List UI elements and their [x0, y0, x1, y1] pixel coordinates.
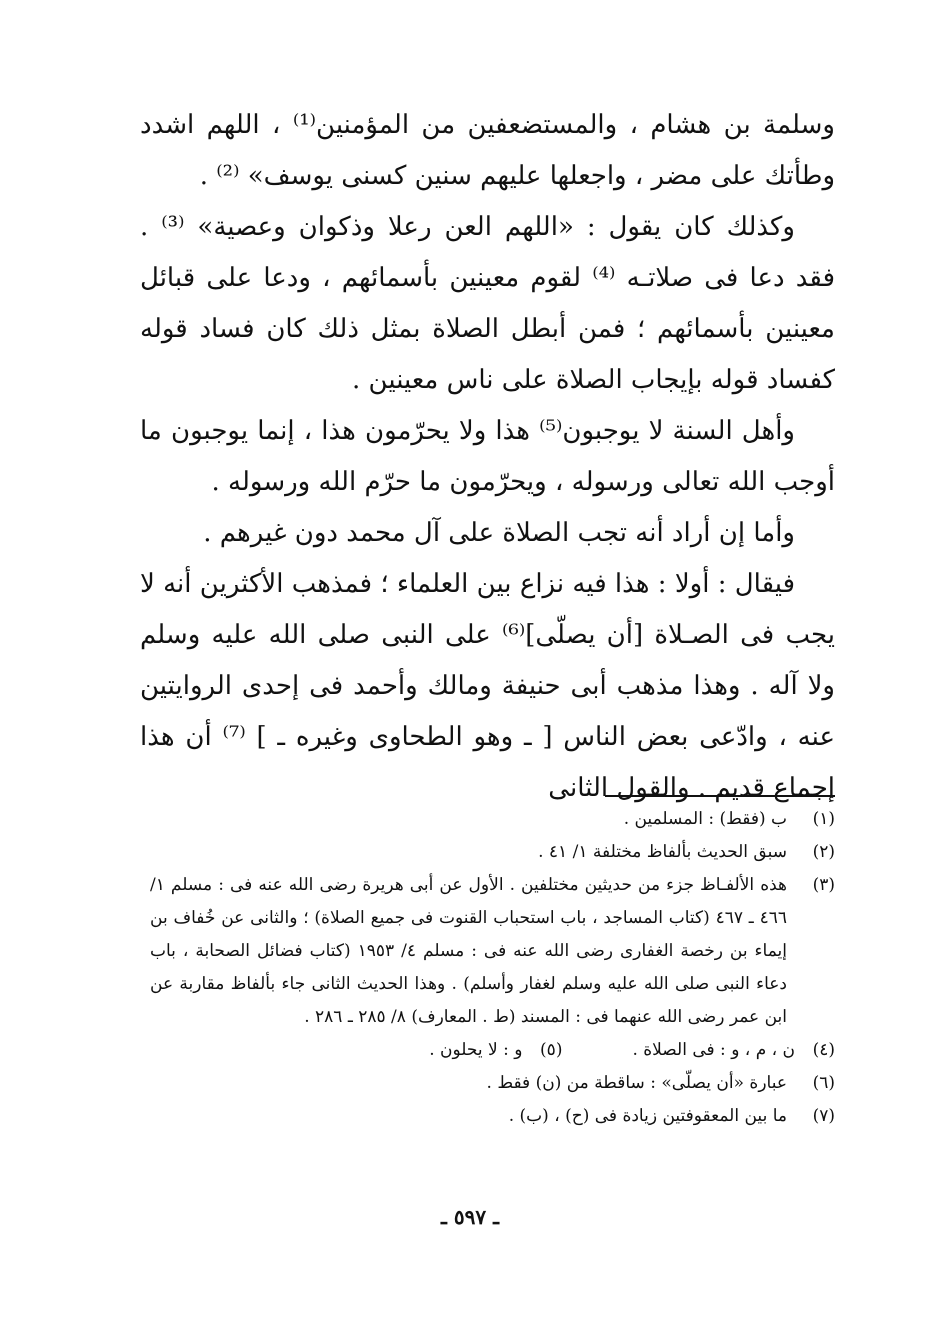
- footnote-number: (٢): [812, 842, 835, 862]
- footnote-number: (٦): [812, 1073, 835, 1093]
- footnote-text: عبارة «أن يصلّى» : ساقطة من (ن) فقط .: [486, 1073, 787, 1093]
- footnote-text: ما بين المعقوفتين زيادة فى (ح) ، (ب) .: [508, 1106, 787, 1126]
- page-number: ـ ٥٩٧ ـ: [441, 1205, 499, 1229]
- footnote-3: [150, 869, 835, 1034]
- footnote-number: (٧): [812, 1106, 835, 1126]
- footnote-2: [150, 836, 835, 869]
- footnote-text: سبق الحديث بألفاظ مختلفة ١/ ٤١ .: [538, 842, 787, 862]
- footnote-number: (١): [812, 809, 835, 829]
- footnote-5: [429, 1034, 562, 1067]
- footnote-text: و : لا يحلون .: [429, 1040, 523, 1060]
- paragraph-1: وسلمة بن هشام ، والمستضعفين من المؤمنين⁽¹⁾ ، اللهم اشدد وطأتك على مضر ، واجعلها عليهم سنين كسنى يوسف» ⁽²⁾ .: [140, 110, 835, 191]
- footnote-text: هذه الألفـاظ جزء من حديثين مختلفين . الأول عن أبى هريرة رضى الله عنه فى : مسلم ١/ ٤٦٦ ـ ٤٦٧ (كتاب المساجد ، باب استحباب القنوت فى جميع الصلاة) ؛ والثانى عن خُفاف بن إيماء بن رخصة الغفارى رضى الله عنه فى : مسلم ٤/ ١٩٥٣ (كتاب فضائل الصحابة ، باب دعاء النبى صلى الله عليه وسلم لغفار وأسلم) . وهذا الحديث الثانى جاء بألفاظ مقاربة عن ابن عمر رضى الله عنهما فى : المسند (ط . المعارف) ٨/ ٢٨٥ ـ ٢٨٦ .: [150, 875, 788, 1027]
- paragraph-4: وأما إن أراد أنه تجب الصلاة على آل محمد دون غيرهم .: [203, 518, 795, 548]
- paragraph-2: وكذلك كان يقول : «اللهم العن رعلا وذكوان وعصية» ⁽³⁾ . فقد دعا فى صلاتـه ⁽⁴⁾ لقوم معينين بأسمائهم ، ودعا على قبائل معينين بأسمائهم ؛ فمن أبطل الصلاة بمثل ذلك كان فساد قوله كفساد قوله بإيجاب الصلاة على ناس معينين .: [140, 212, 836, 395]
- main-text: [140, 100, 835, 814]
- footnote-row-4-5: [150, 1034, 835, 1067]
- footnote-1: [150, 803, 835, 836]
- footnote-6: [150, 1067, 835, 1100]
- footnote-4: [632, 1034, 835, 1067]
- footnote-number: (٤): [812, 1040, 835, 1060]
- paragraph-3: وأهل السنة لا يوجبون⁽⁵⁾ هذا ولا يحرّمون هذا ، إنما يوجبون ما أوجب الله تعالى ورسوله ، ويحرّمون ما حرّم الله ورسوله .: [140, 416, 835, 497]
- footnotes: [150, 803, 835, 1133]
- footnote-text: ب (فقط) : المسلمين .: [623, 809, 787, 829]
- footnote-number: (٥): [540, 1040, 563, 1060]
- footnote-7: [150, 1100, 835, 1133]
- footnote-separator: [605, 795, 835, 797]
- footnote-number: (٣): [812, 875, 835, 895]
- paragraph-5: فيقال : أولا : هذا فيه نزاع بين العلماء ؛ فمذهب الأكثرين أنه لا يجب فى الصـلاة [أن يصلّى]⁽⁶⁾ على النبى صلى الله عليه وسلم ولا آله . وهذا مذهب أبى حنيفة ومالك وأحمد فى إحدى الروايتين عنه ، وادّعى بعض الناس [ ـ وهو الطحاوى وغيره ـ ] ⁽⁷⁾ أن هذا إجماع قديم . والقول الثانى: [140, 569, 835, 803]
- footnote-text: ن ، م ، و : فى الصلاة .: [632, 1040, 795, 1060]
